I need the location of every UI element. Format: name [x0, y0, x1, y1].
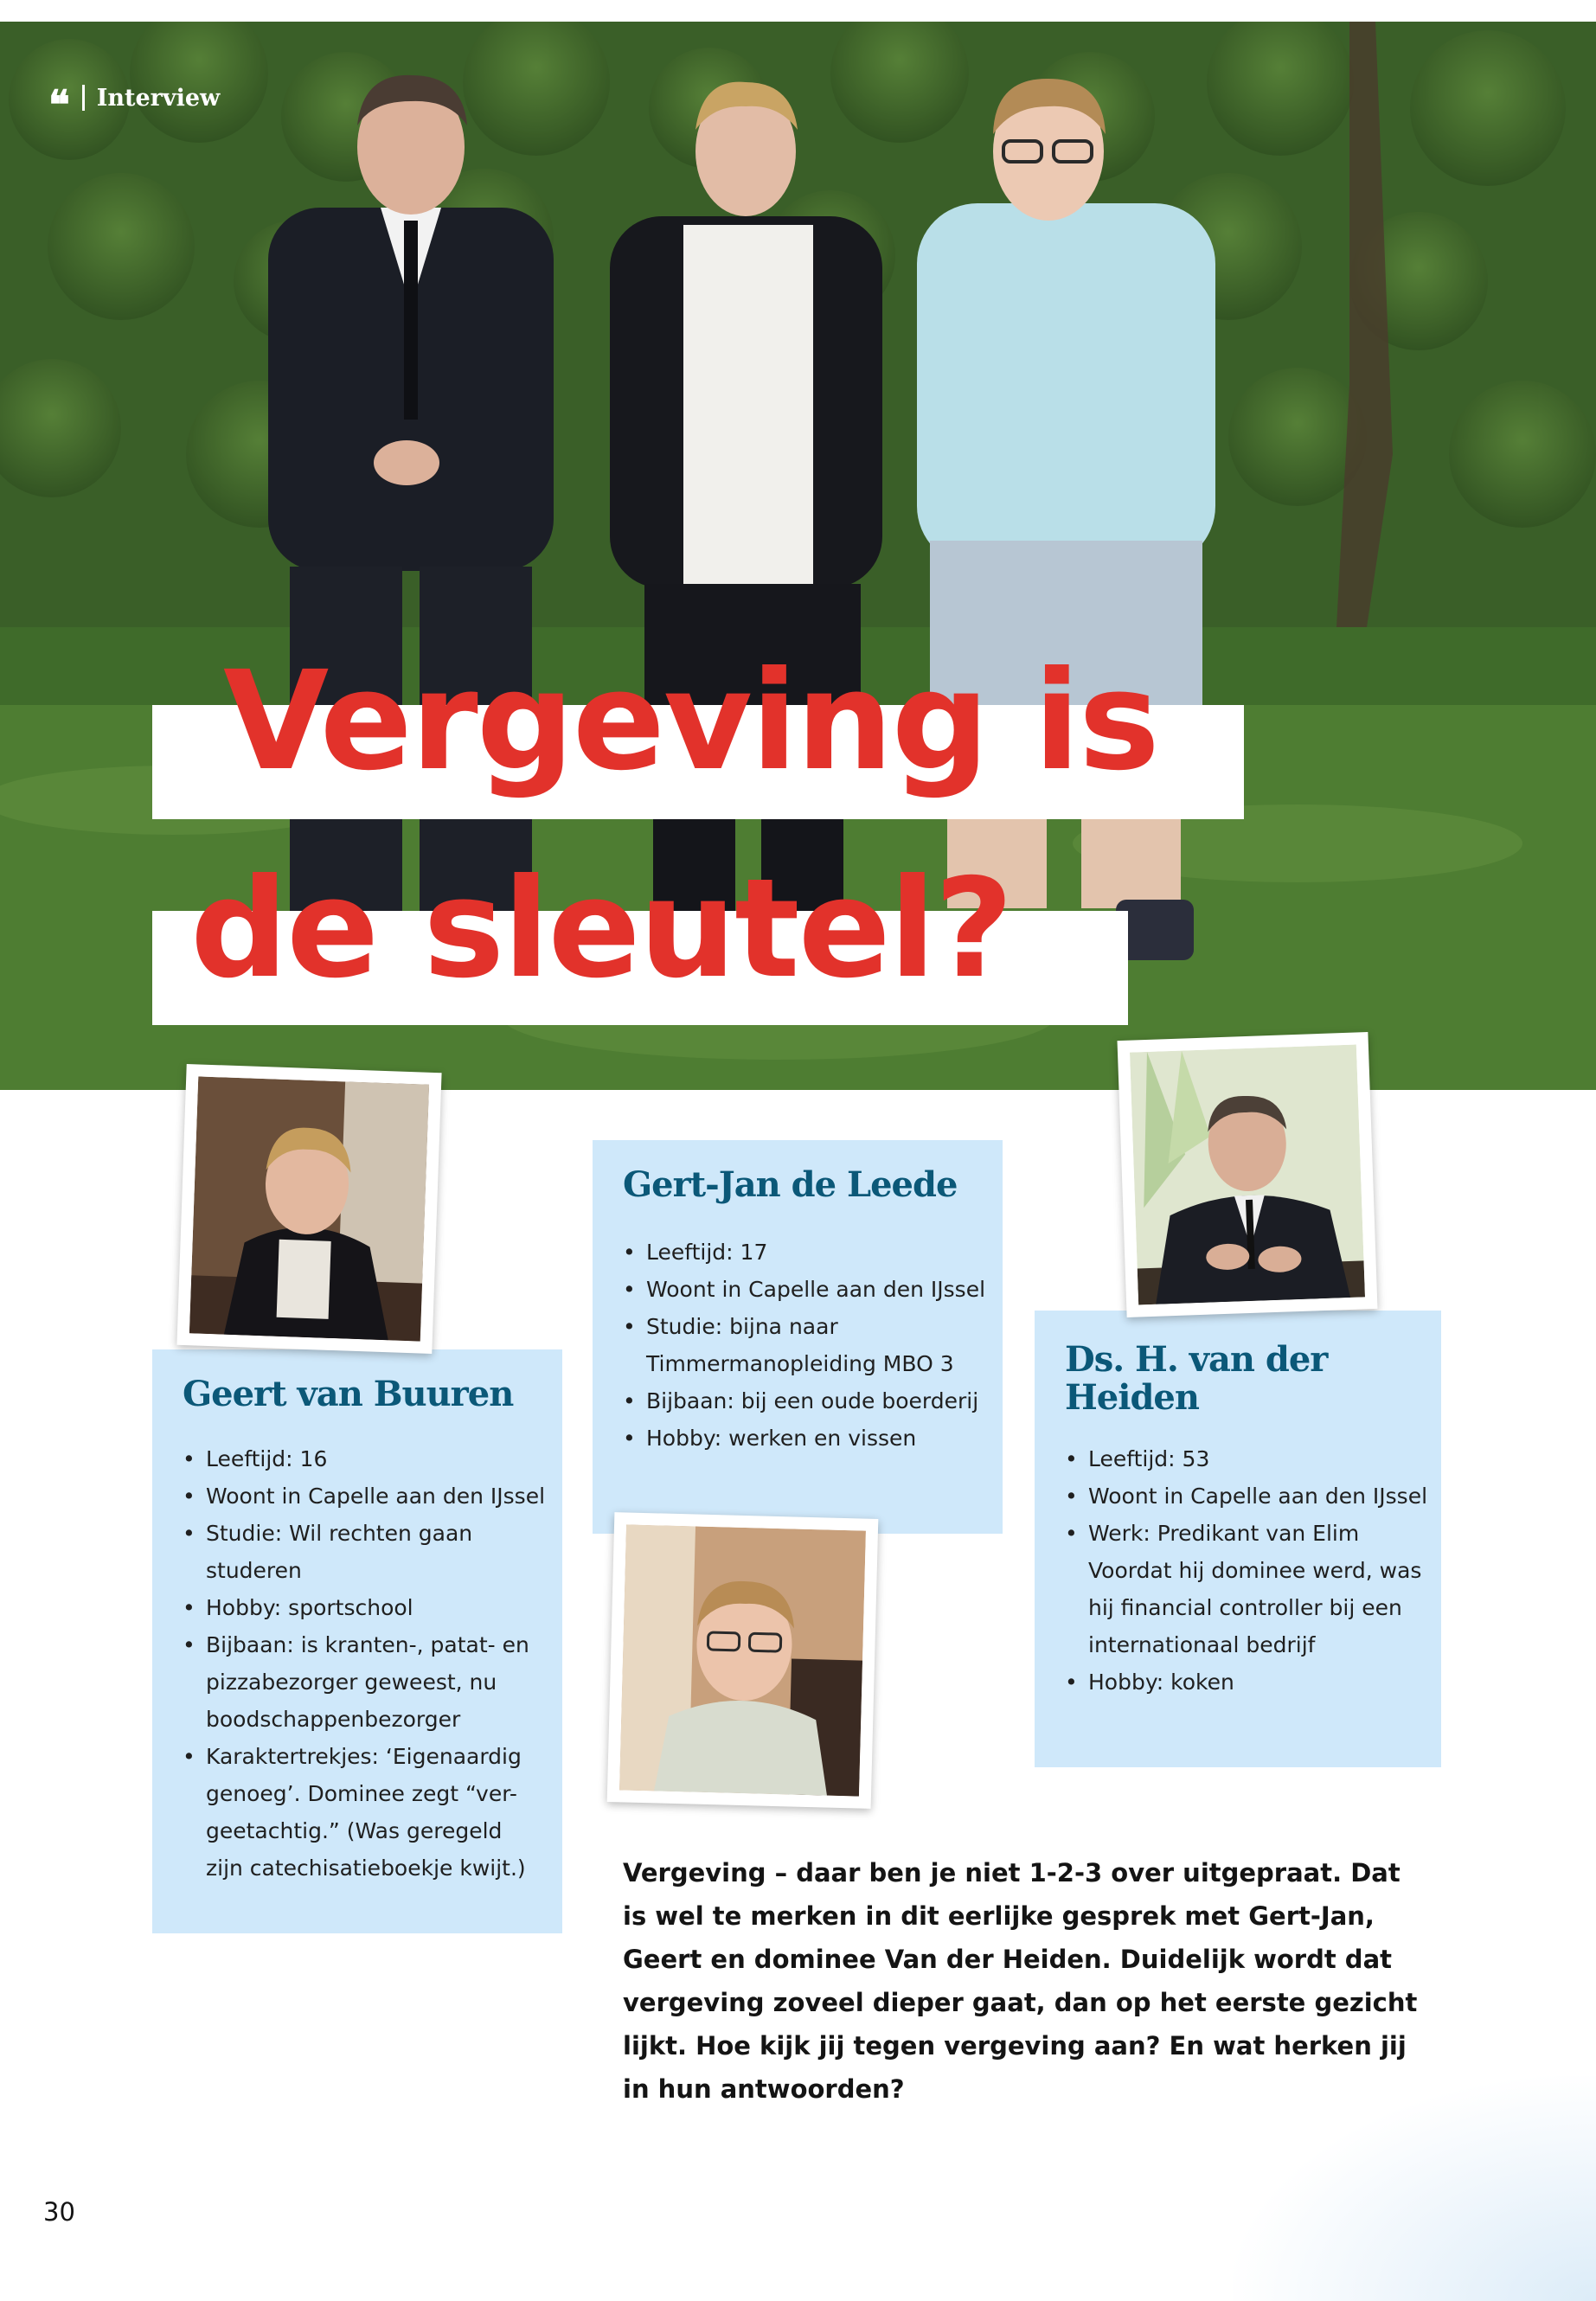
page-number: 30 — [43, 2197, 75, 2227]
profile-item: • Leeftijd: 53 — [1065, 1440, 1428, 1477]
profile-name: Geert van Buuren — [183, 1374, 514, 1414]
profile-item: • Karaktertrekjes: ‘Eigenaardig genoeg’. Dominee zegt “ver-geetachtig.” (Was geregeld zijn catechisatieboekje kwijt.) — [183, 1738, 546, 1887]
profile-box-heiden — [1035, 1311, 1441, 1767]
photo-geert-image — [189, 1076, 429, 1341]
profile-item: • Werk: Predikant van Elim Voordat hij dominee werd, was hij financial controller bij een internationaal bedrijf — [1065, 1515, 1428, 1663]
photo-heiden-image — [1130, 1045, 1365, 1305]
section-label-text: Interview — [96, 84, 221, 112]
profile-name: Ds. H. van der Heiden — [1065, 1339, 1328, 1418]
photo-heiden — [1118, 1032, 1378, 1317]
profile-item: • Leeftijd: 17 — [623, 1234, 986, 1271]
section-separator — [82, 85, 85, 111]
section-label — [48, 80, 221, 128]
profile-item: • Woont in Capelle aan den IJssel — [183, 1477, 546, 1515]
profile-item: • Woont in Capelle aan den IJssel — [1065, 1477, 1428, 1515]
profile-name: Gert-Jan de Leede — [623, 1164, 958, 1205]
profile-list — [623, 1234, 986, 1457]
photo-gert-jan — [607, 1512, 879, 1809]
intro-paragraph: Vergeving – daar ben je niet 1-2-3 over uitgepraat. Dat is wel te merken in dit eerlijke gesprek met Gert-Jan, Geert en dominee Van der Heiden. Duidelijk wordt dat vergeving zoveel dieper gaat, dan op het eerste gezicht lijkt. Hoe kijk jij tegen vergeving aan? En wat herken jij in hun antwoorden? — [623, 1858, 1418, 2104]
profile-box-gert-jan — [593, 1140, 1003, 1534]
profile-list — [1065, 1440, 1428, 1701]
hero-photo — [0, 22, 1596, 1090]
profile-item: • Woont in Capelle aan den IJssel — [623, 1271, 986, 1308]
title-line-2: de sleutel? — [190, 849, 1012, 1009]
quote-icon: ❝ — [48, 81, 70, 128]
photo-gert-jan-image — [619, 1524, 866, 1796]
profile-item: • Hobby: werken en vissen — [623, 1420, 986, 1457]
profile-item: • Studie: Wil rechten gaan studeren — [183, 1515, 546, 1589]
profile-item: • Studie: bijna naar Timmermanopleiding MBO 3 — [623, 1308, 986, 1382]
photo-geert — [176, 1064, 441, 1354]
title-line-1: Vergeving is — [223, 642, 1158, 801]
profile-item: • Bijbaan: bij een oude boerderij — [623, 1382, 986, 1420]
profile-box-geert — [152, 1349, 562, 1933]
profile-item: • Bijbaan: is kranten-, patat- en pizzabezorger geweest, nu boodschappenbezorger — [183, 1626, 546, 1738]
profile-item: • Hobby: sportschool — [183, 1589, 546, 1626]
profile-list — [183, 1440, 546, 1887]
profile-item: • Leeftijd: 16 — [183, 1440, 546, 1477]
corner-decoration — [1233, 2076, 1596, 2301]
profile-item: • Hobby: koken — [1065, 1663, 1428, 1701]
